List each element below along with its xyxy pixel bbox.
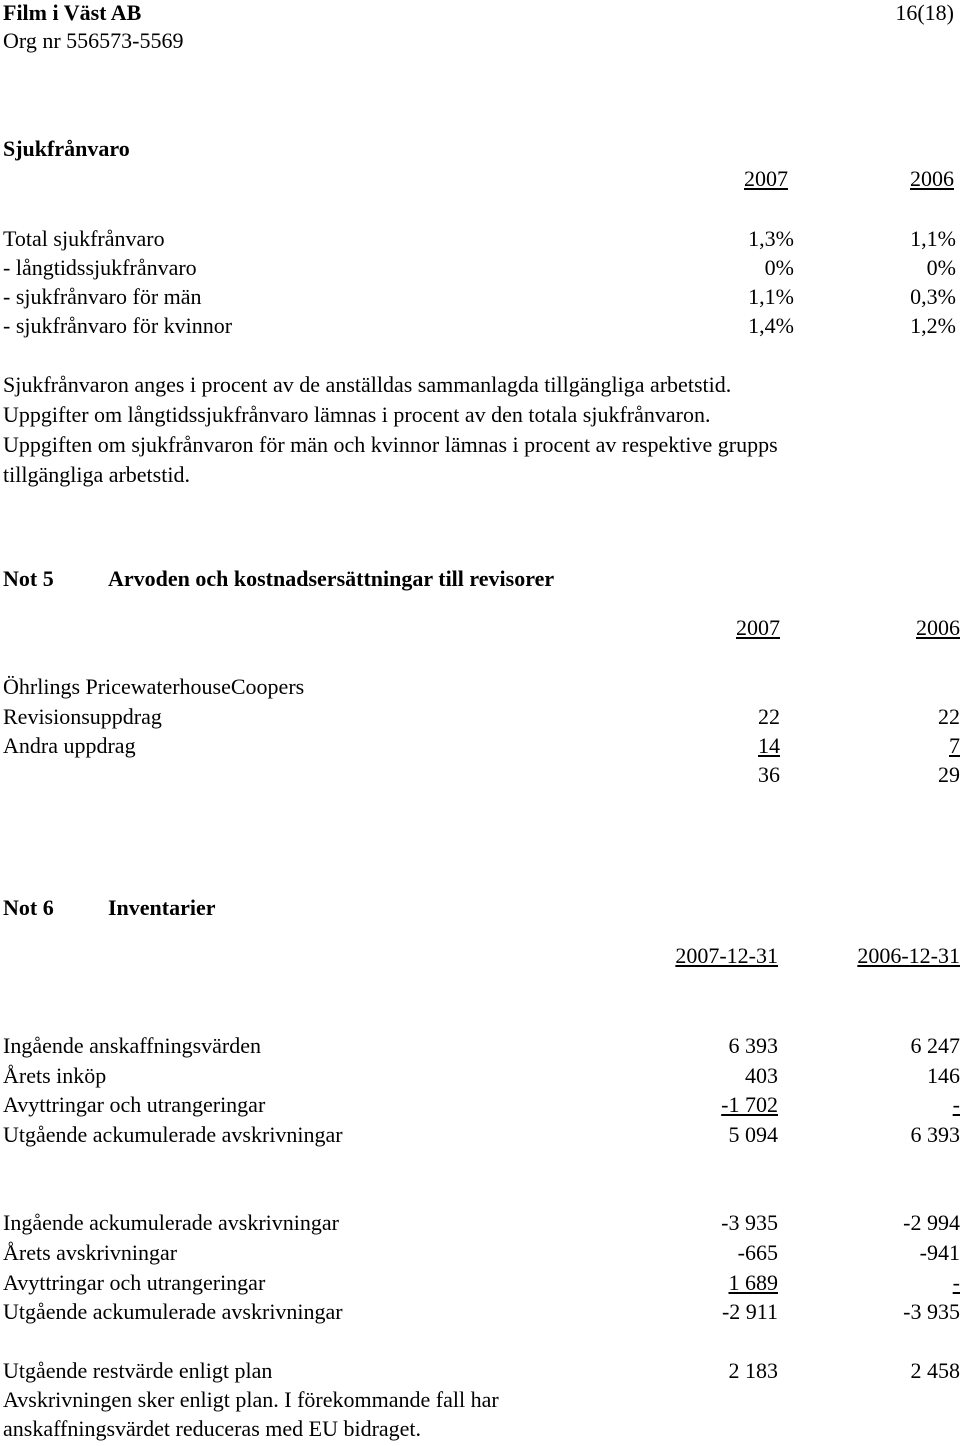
page-number: 16(18): [895, 0, 954, 25]
row-label: Avyttringar och utrangeringar: [3, 1092, 266, 1117]
sick-leave-year-2007: 2007: [744, 166, 788, 191]
row-value-2006: 2 458: [910, 1358, 960, 1383]
row-label: - sjukfrånvaro för kvinnor: [3, 313, 233, 338]
row-value-2006: -2 994: [903, 1210, 960, 1235]
note5-number: Not 5: [3, 566, 54, 591]
row-value-2007: 14: [758, 733, 780, 758]
row-value-2006: -: [952, 1092, 960, 1117]
row-value-2007: 22: [758, 704, 780, 729]
row-value-2007: 1 689: [728, 1270, 778, 1295]
row-label: Ingående ackumulerade avskrivningar: [3, 1210, 339, 1235]
row-label: - långtidssjukfrånvaro: [3, 255, 197, 280]
total-value-2006: 29: [938, 762, 960, 787]
row-value-2007: 6 393: [728, 1033, 778, 1058]
row-value-2006: 7: [949, 733, 960, 758]
row-label: Ingående anskaffningsvärden: [3, 1033, 261, 1058]
row-value-2007: 403: [745, 1063, 778, 1088]
row-value-2006: -: [952, 1270, 960, 1295]
note5-year-2006: 2006: [916, 615, 960, 640]
row-value-2007: 2 183: [728, 1358, 778, 1383]
row-value-2006: 1,1%: [910, 226, 956, 251]
row-value-2006: 0,3%: [910, 284, 956, 309]
note5-year-2007: 2007: [736, 615, 780, 640]
row-value-2007: -2 911: [721, 1299, 778, 1324]
row-value-2007: 1,3%: [748, 226, 794, 251]
row-value-2006: 146: [927, 1063, 960, 1088]
row-label: Årets inköp: [3, 1063, 107, 1088]
row-label: Utgående ackumulerade avskrivningar: [3, 1122, 343, 1147]
note-line: tillgängliga arbetstid.: [3, 462, 190, 487]
row-value-2007: 5 094: [728, 1122, 778, 1147]
note5-title: Arvoden och kostnadsersättningar till revisorer: [108, 566, 555, 591]
note6-number: Not 6: [3, 895, 54, 920]
row-value-2006: 1,2%: [910, 313, 956, 338]
row-value-2007: -1 702: [721, 1092, 778, 1117]
row-value-2007: -3 935: [721, 1210, 778, 1235]
row-value-2006: 6 393: [910, 1122, 960, 1147]
row-value-2006: 0%: [926, 255, 956, 280]
row-value-2007: 1,1%: [748, 284, 794, 309]
row-label: Årets avskrivningar: [3, 1240, 178, 1265]
note-line: Sjukfrånvaron anges i procent av de anställdas sammanlagda tillgängliga arbetstid.: [3, 372, 732, 397]
note-line: Uppgifter om långtidssjukfrånvaro lämnas i procent av den totala sjukfrånvaron.: [3, 402, 711, 427]
note6-title: Inventarier: [108, 895, 216, 920]
row-label: Avyttringar och utrangeringar: [3, 1270, 266, 1295]
row-label: Revisionsuppdrag: [3, 704, 162, 729]
org-number: Org nr 556573-5569: [3, 28, 184, 53]
note-line: Uppgiften om sjukfrånvaron för män och kvinnor lämnas i procent av respektive grupps: [3, 432, 778, 457]
row-value-2007: 1,4%: [748, 313, 794, 338]
row-value-2006: -3 935: [903, 1299, 960, 1324]
row-value-2007: -665: [737, 1240, 778, 1265]
note5-firm: Öhrlings PricewaterhouseCoopers: [3, 674, 305, 699]
sick-leave-heading: Sjukfrånvaro: [3, 136, 130, 161]
row-label: Andra uppdrag: [3, 733, 136, 758]
note6-date-2006: 2006-12-31: [857, 943, 960, 968]
row-label: - sjukfrånvaro för män: [3, 284, 202, 309]
row-value-2006: 6 247: [910, 1033, 960, 1058]
row-value-2007: 0%: [764, 255, 794, 280]
sick-leave-year-2006: 2006: [910, 166, 954, 191]
row-value-2006: -941: [919, 1240, 960, 1265]
row-label: Utgående restvärde enligt plan: [3, 1358, 273, 1383]
total-value-2007: 36: [758, 762, 780, 787]
row-value-2006: 22: [938, 704, 960, 729]
footnote-line: anskaffningsvärdet reduceras med EU bidraget.: [3, 1416, 422, 1441]
footnote-line: Avskrivningen sker enligt plan. I förekommande fall har: [3, 1387, 499, 1412]
row-label: Total sjukfrånvaro: [3, 226, 165, 251]
company-name: Film i Väst AB: [3, 0, 142, 25]
note6-date-2007: 2007-12-31: [675, 943, 778, 968]
row-label: Utgående ackumulerade avskrivningar: [3, 1299, 343, 1324]
